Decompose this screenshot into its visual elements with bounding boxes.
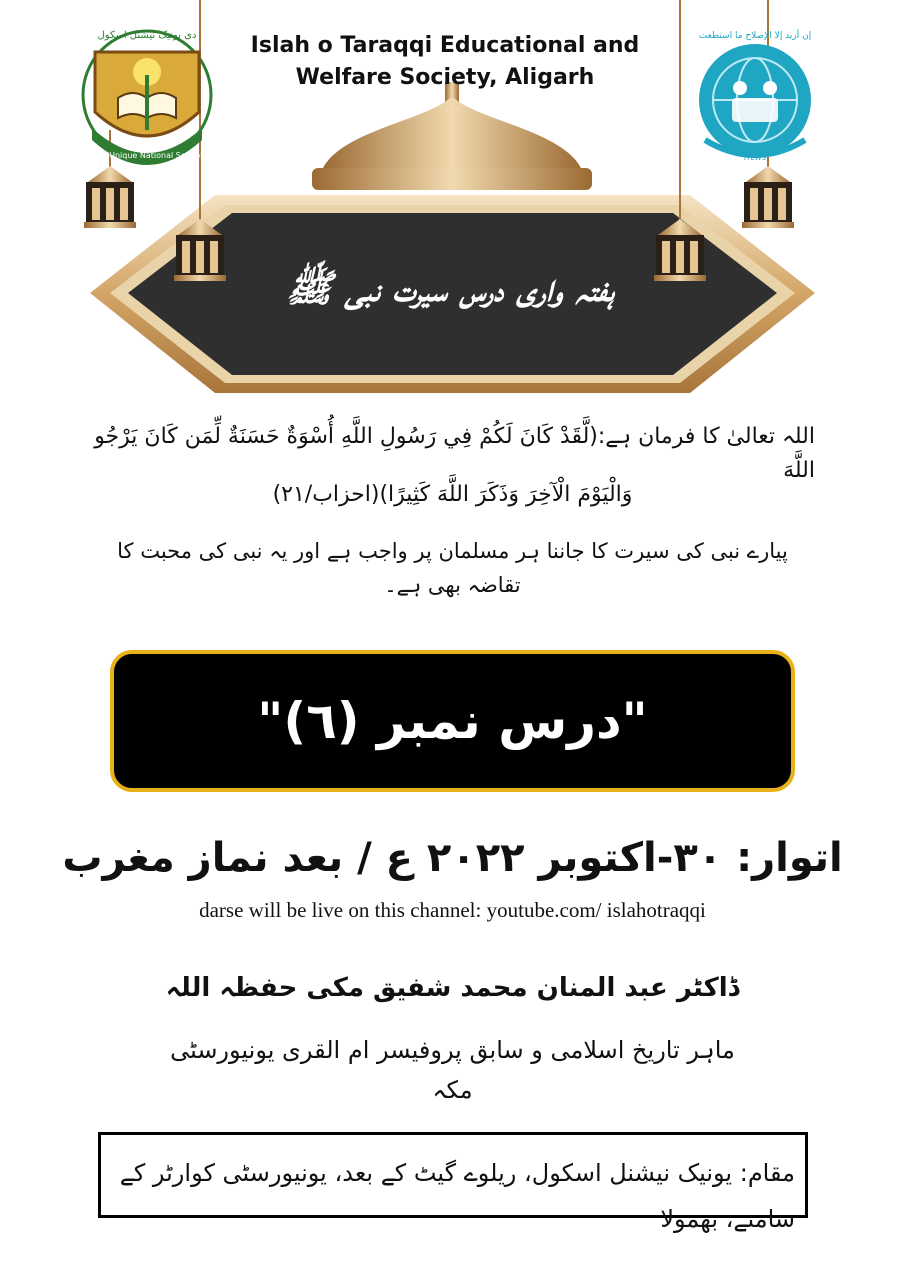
verse-line-3: پیارے نبی کی سیرت کا جاننا ہر مسلمان پر واجب ہے اور یہ نبی کی محبت کا تقاضہ بھی ہے۔	[117, 539, 788, 597]
mosque-dome-icon	[312, 82, 592, 190]
verse-line-2: وَالْيَوْمَ الْآخِرَ وَذَكَرَ اللَّهَ كَثِيرًا)(احزاب/۲۱)	[272, 482, 633, 507]
dars-title: "درس نمبر (٦)"	[257, 692, 648, 750]
speaker-title: ماہر تاریخ اسلامی و سابق پروفیسر ام القری یونیورسٹی مکہ	[170, 1036, 735, 1104]
speaker-name: ڈاکٹر عبد المنان محمد شفیق مکی حفظہ اللہ	[165, 973, 740, 1003]
lantern-icon	[742, 166, 794, 228]
right-logo-bottom-text: ITEWS	[743, 154, 767, 162]
verse-line-1: اللہ تعالیٰ کا فرمان ہے:(لَّقَدْ كَانَ لَكُمْ فِي رَسُولِ اللَّهِ أُسْوَةٌ حَسَنَةٌ لِّمَن كَانَ يَرْجُو اللَّهَ	[94, 424, 815, 483]
org-title: Islah o Taraqqi Educational and Welfare Society, Aligarh	[250, 33, 640, 90]
live-stream-note: darse will be live on this channel: youtube.com/ islahotraqqi	[199, 898, 706, 922]
society-globe-icon	[699, 44, 811, 156]
left-logo-top-text: دی یونیک نیشنل اسکول	[97, 30, 197, 41]
lantern-icon	[84, 166, 136, 228]
right-logo-top-text: إن أريد إلا الإصلاح ما استطعت	[698, 31, 812, 41]
venue-text: مقام: یونیک نیشنل اسکول، ریلوے گیٹ کے بعد، یونیورسٹی کوارٹر کے سامنے، بھمولا	[119, 1159, 795, 1233]
banner-title: ہفتہ واری درس سیرت نبی ﷺ	[286, 266, 614, 310]
left-logo-bottom-text: The Unique National School	[91, 151, 203, 160]
date-line: اتوار: ۳۰-اکتوبر ۲۰۲۲ ع / بعد نماز مغرب	[62, 835, 843, 881]
school-crest-icon	[83, 31, 211, 165]
